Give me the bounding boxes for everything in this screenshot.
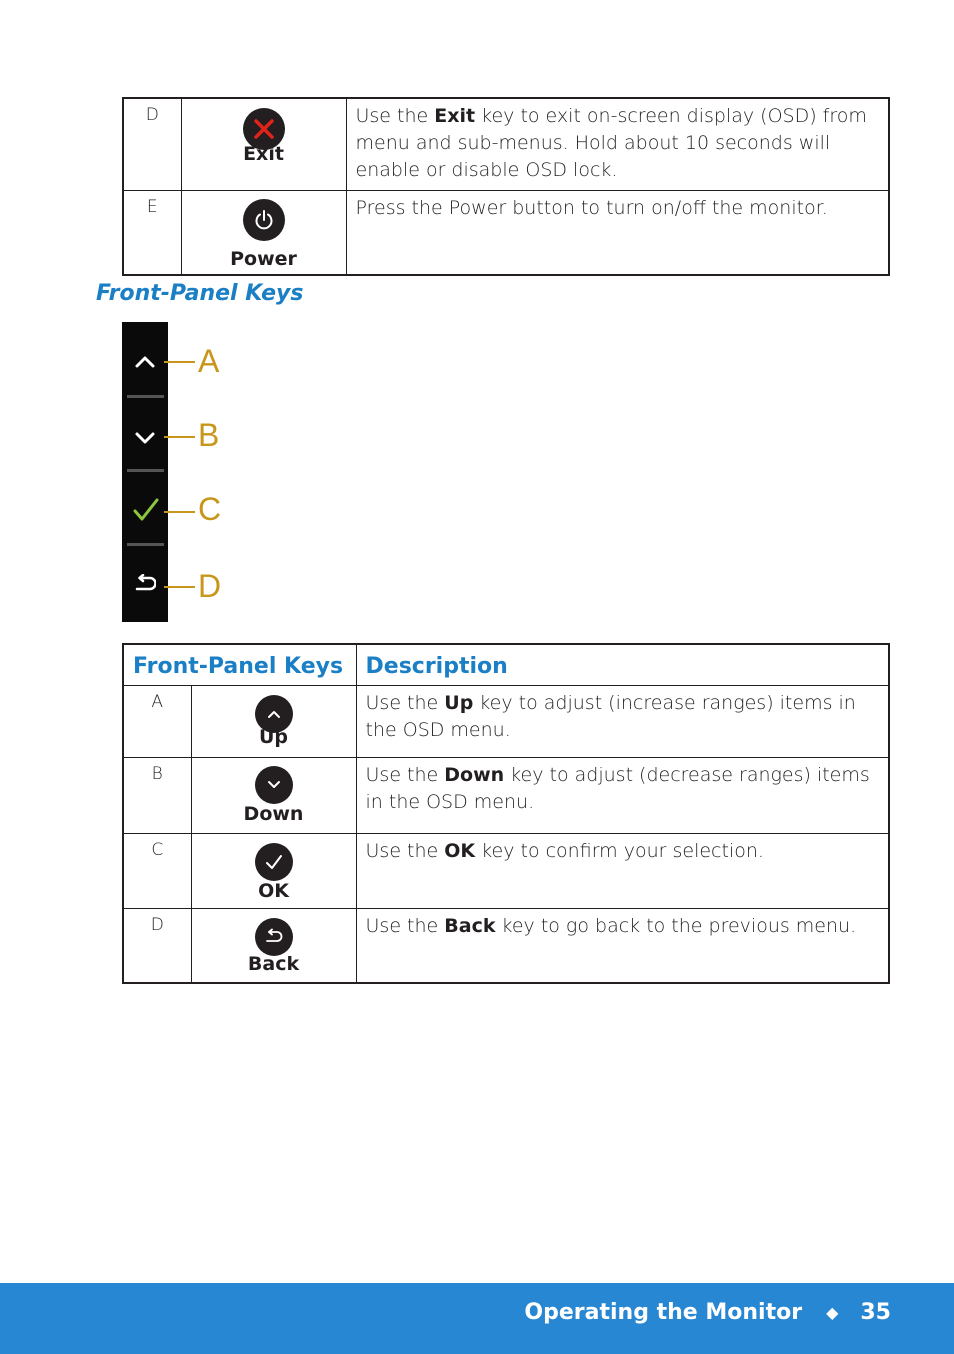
desc-text: Use the [365, 840, 445, 862]
checkmark-icon [133, 498, 159, 522]
desc-text: key to adjust (increase ranges) items in the OSD menu. [365, 692, 856, 741]
key-icon-cell [191, 686, 356, 758]
callout-letter-d: D [198, 568, 222, 604]
key-label: OK [258, 880, 289, 902]
callout-line [164, 586, 195, 588]
desc-text: Use the [365, 764, 445, 786]
key-label: Down [243, 803, 304, 825]
key-label: Exit [243, 143, 284, 165]
key-icon-cell [181, 191, 346, 275]
front-panel-diagram [122, 322, 168, 622]
desc-text: Press the Power button to turn on/off the monitor. [355, 197, 828, 219]
key-icon-cell [191, 909, 356, 983]
desc-text: key to exit on-screen display (OSD) from menu and sub-menus. Hold about 10 seconds will enable or disable OSD lock. [355, 105, 867, 181]
desc-text: Use the [365, 915, 445, 937]
page-number: 35 [860, 1300, 891, 1325]
desc-key-name: OK [444, 840, 476, 862]
callout-letter-c: C [198, 491, 222, 527]
key-description [346, 98, 889, 191]
panel-divider [127, 543, 164, 546]
desc-text: key to adjust (decrease ranges) items in the OSD menu. [365, 764, 870, 813]
page-footer [0, 1283, 954, 1354]
key-description [356, 758, 889, 834]
key-description [356, 686, 889, 758]
chevron-up-icon [134, 353, 156, 369]
desc-text: Use the [365, 692, 445, 714]
desc-key-name: Up [444, 692, 474, 714]
panel-divider [127, 469, 164, 472]
table-row [123, 758, 889, 834]
desc-text: key to go back to the previous menu. [495, 915, 857, 937]
chevron-down-icon [134, 431, 156, 447]
callout-line [164, 361, 195, 363]
desc-key-name: Back [444, 915, 496, 937]
desc-text: Use the [355, 105, 435, 127]
table-row [123, 191, 889, 275]
back-arrow-icon [255, 918, 293, 956]
footer-text [524, 1300, 891, 1325]
back-arrow-icon [134, 574, 156, 594]
header-front-panel-keys: Front-Panel Keys [123, 644, 356, 686]
key-letter: C [123, 834, 191, 909]
footer-section-title: Operating the Monitor [524, 1300, 803, 1325]
key-label: Power [230, 248, 297, 270]
key-label: Up [258, 726, 289, 748]
section-title: Front-Panel Keys [96, 281, 304, 306]
key-description [356, 909, 889, 983]
diamond-separator-icon: ◆ [826, 1303, 839, 1322]
desc-key-name: Down [444, 764, 505, 786]
key-label: Back [247, 953, 300, 975]
power-icon [243, 199, 285, 241]
chevron-down-icon [255, 766, 293, 804]
key-description [356, 834, 889, 909]
callout-line [164, 511, 195, 513]
checkmark-icon [255, 843, 293, 881]
front-panel-keys-table [122, 643, 890, 984]
key-icon-cell [191, 758, 356, 834]
key-letter: A [123, 686, 191, 758]
header-description: Description [356, 644, 889, 686]
callout-letter-a: A [198, 343, 220, 379]
key-description [346, 191, 889, 275]
key-letter: B [123, 758, 191, 834]
key-icon-cell [181, 98, 346, 191]
key-letter: E [123, 191, 181, 275]
desc-key-name: Exit [434, 105, 476, 127]
key-letter: D [123, 98, 181, 191]
desc-text: key to confirm your selection. [475, 840, 764, 862]
table-row [123, 909, 889, 983]
top-keys-table [122, 97, 890, 276]
table-row [123, 98, 889, 191]
callout-line [164, 436, 195, 438]
key-letter: D [123, 909, 191, 983]
table-row [123, 686, 889, 758]
panel-divider [127, 395, 164, 398]
callout-letter-b: B [198, 417, 220, 453]
key-icon-cell [191, 834, 356, 909]
table-header-row [123, 644, 889, 686]
table-row [123, 834, 889, 909]
